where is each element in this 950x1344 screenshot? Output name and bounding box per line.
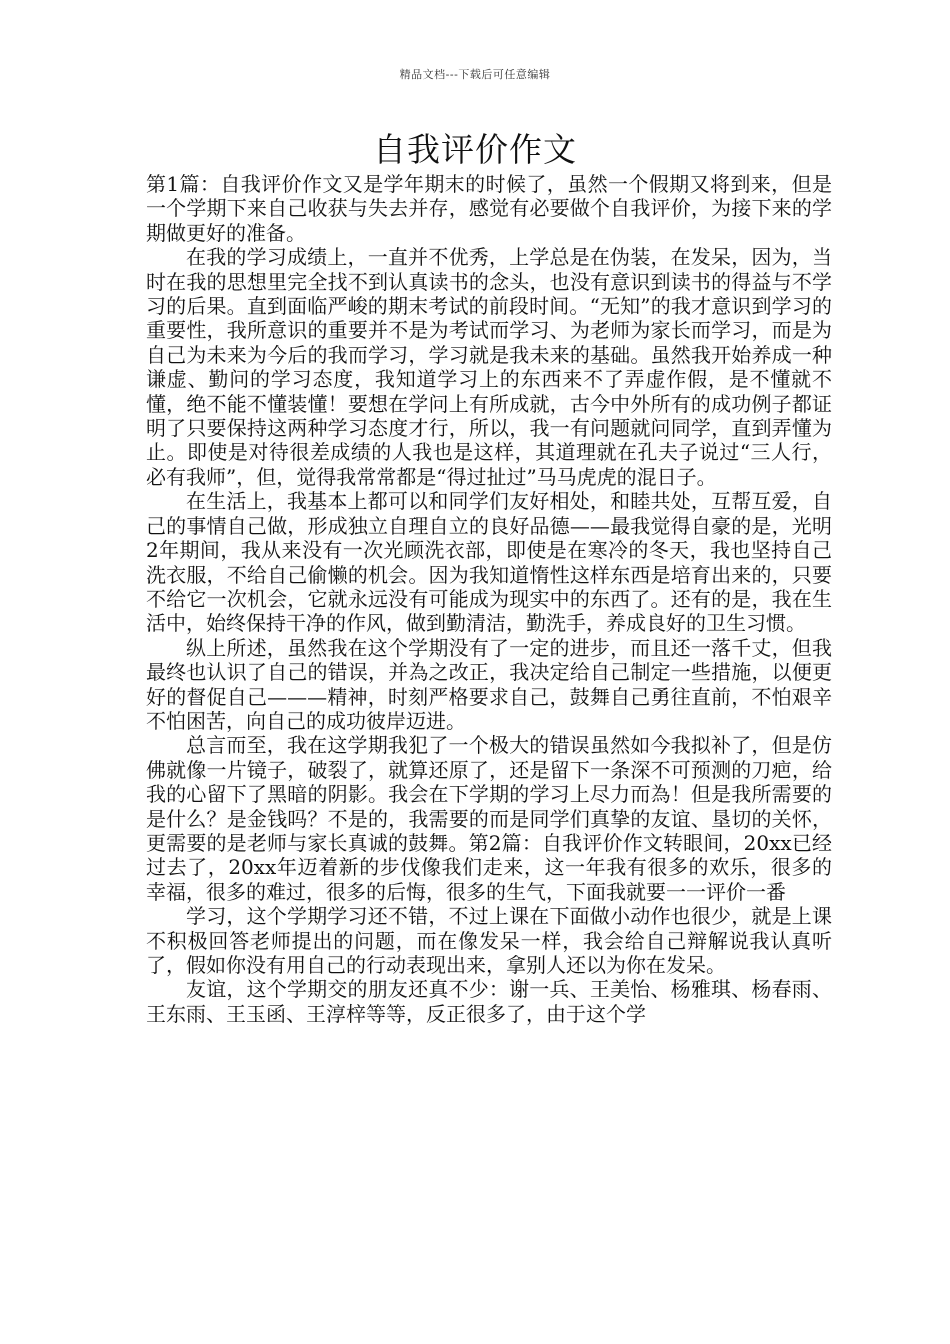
document-title: 自我评价作文 (373, 130, 577, 169)
header-note: 精品文档---下载后可任意编辑 (399, 68, 551, 81)
paragraph: 总言而至，我在这学期我犯了一个极大的错误虽然如今我拟补了，但是仿佛就像一片镜子，破裂了，就算还原了，还是留下一条深不可预测的刀疤，给我的心留下了黑暗的阴影。我会在下学期的学习上尽力而為！但是我所需要的是什么？是金钱吗？不是的，我需要的而是同学们真挚的友谊、垦切的关怀，更需要的是老师与家长真诚的鼓舞。第2篇：自我评价作文转眼间，20xx已经过去了，20xx年迈着新的步伐像我们走来，这一年我有很多的欢乐，很多的幸福，很多的难过，很多的后悔，很多的生气，下面我就要一一评价一番 (146, 733, 832, 904)
paragraph: 学习，这个学期学习还不错，不过上课在下面做小动作也很少，就是上课不积极回答老师提出的问题，而在像发呆一样，我会给自己辩解说我认真听了，假如你没有用自己的行动表现出来，拿别人还以为你在发呆。 (146, 904, 832, 977)
paragraph: 纵上所述，虽然我在这个学期没有了一定的进步，而且还一落千丈，但我最终也认识了自己的错误，并為之改正，我决定给自己制定一些措施，以便更好的督促自己———精神，时刻严格要求自己，鼓舞自己勇往直前，不怕艰辛不怕困苦，向自己的成功彼岸迈进。 (146, 635, 832, 733)
paragraph: 第1篇：自我评价作文又是学年期末的时候了，虽然一个假期又将到来，但是一个学期下来自己收获与失去并存，感觉有必要做个自我评价，为接下来的学期做更好的准备。 (146, 172, 832, 245)
paragraph: 友谊，这个学期交的朋友还真不少：谢一兵、王美怡、杨雅琪、杨春雨、王东雨、王玉函、王淳梓等等，反正很多了，由于这个学 (146, 977, 832, 1026)
paragraph: 在我的学习成绩上，一直并不优秀，上学总是在伪装，在发呆，因为，当时在我的思想里完全找不到认真读书的念头，也没有意识到读书的得益与不学习的后果。直到面临严峻的期末考试的前段时间。“无知”的我才意识到学习的重要性，我所意识的重要并不是为考试而学习、为老师为家长而学习，而是为自己为未来为今后的我而学习，学习就是我未来的基础。虽然我开始养成一种谦虚、勤问的学习态度，我知道学习上的东西来不了弄虚作假，是不懂就不懂，绝不能不懂装懂！要想在学问上有所成就，古今中外所有的成功例子都证明了只要保持这两种学习态度才行，所以，我一有问题就问同学，直到弄懂为止。即使是对待很差成绩的人我也是这样，其道理就在孔夫子说过“三人行，必有我师”，但，觉得我常常都是“得过扯过”马马虎虎的混日子。 (146, 245, 832, 489)
document-body (146, 172, 832, 1026)
paragraph: 在生活上，我基本上都可以和同学们友好相处，和睦共处，互帮互爱，自己的事情自己做，形成独立自理自立的良好品德——最我觉得自豪的是，光明2年期间，我从来没有一次光顾洗衣部，即使是在寒冷的冬天，我也坚持自己洗衣服，不给自己偷懒的机会。因为我知道惰性这样东西是培育出来的，只要不给它一次机会，它就永远没有可能成为现实中的东西了。还有的是，我在生活中，始终保持干净的作风，做到勤清洁，勤洗手，养成良好的卫生习惯。 (146, 489, 832, 636)
